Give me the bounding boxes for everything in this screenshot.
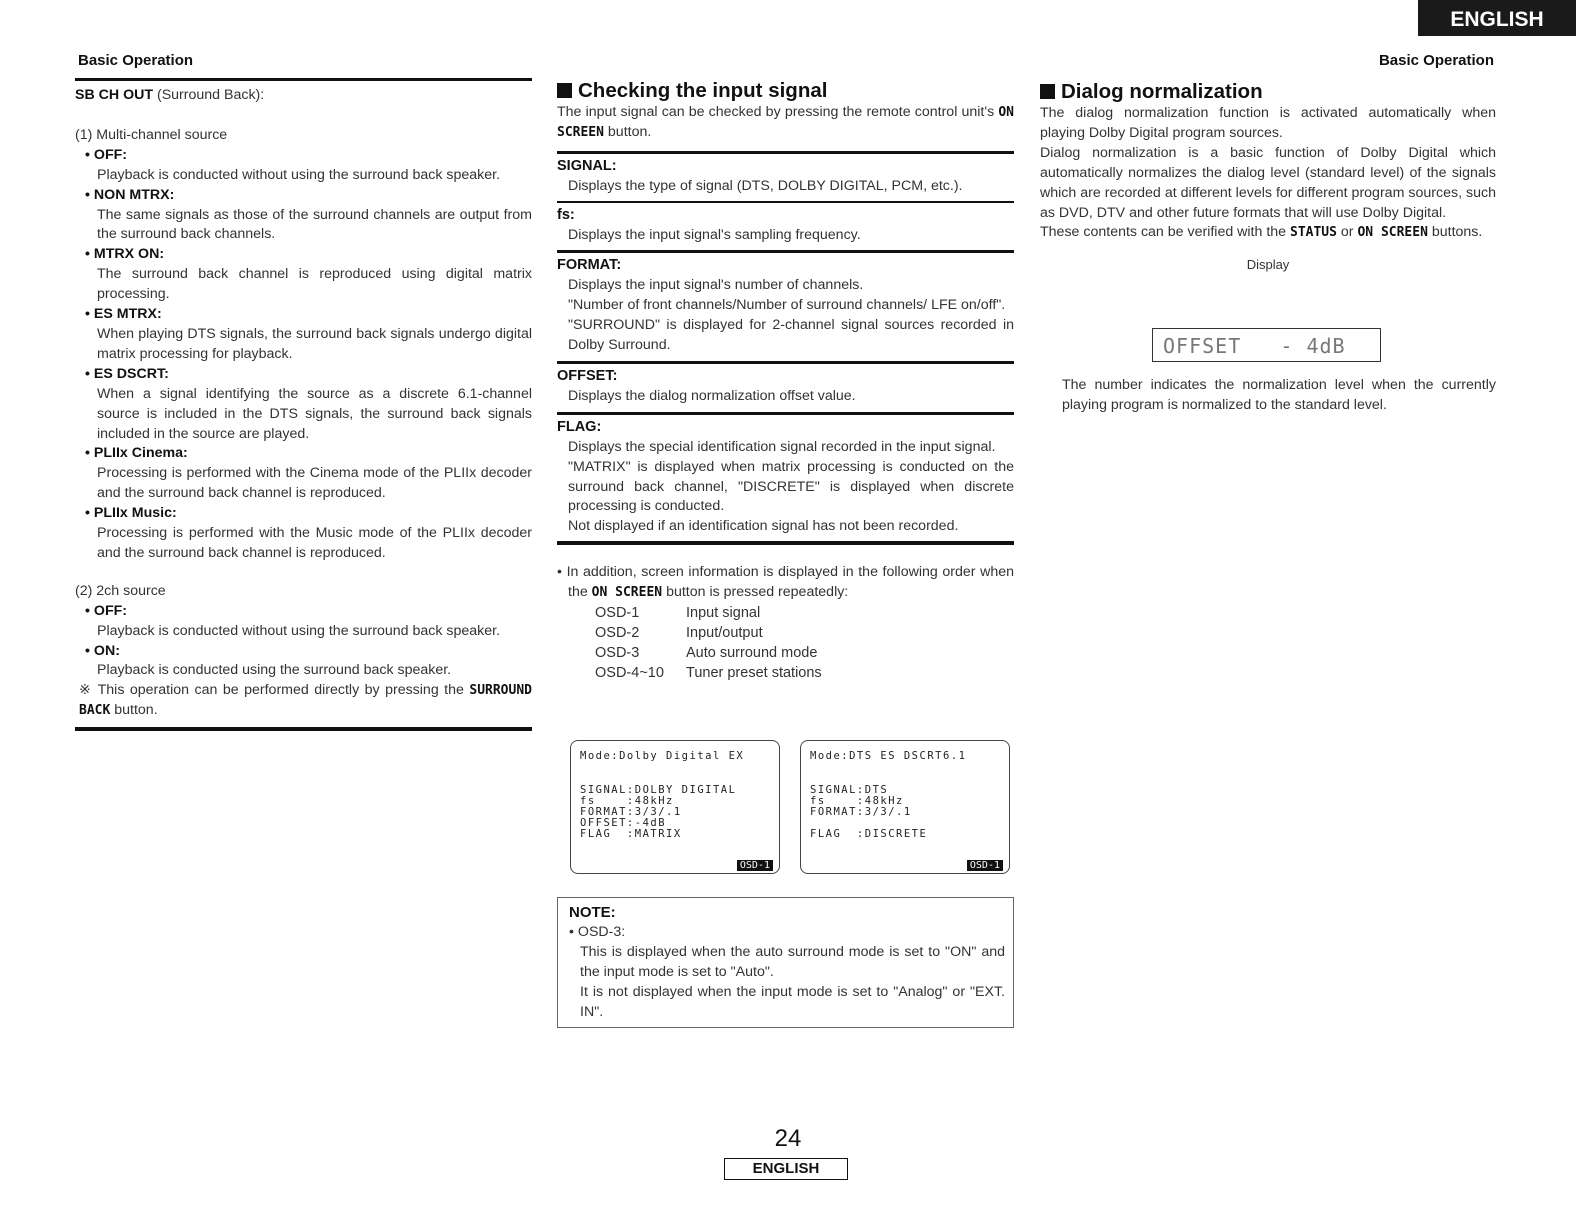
two-ch-items: [75, 602, 532, 682]
field-desc: Not displayed if an identification signal has not been recorded.: [568, 518, 959, 535]
multi-item-label: • OFF:: [85, 146, 128, 163]
osd-desc: Tuner preset stations: [686, 665, 822, 682]
field-name: SIGNAL:: [557, 157, 617, 174]
osd-signal: SIGNAL:DTS: [810, 784, 889, 796]
field-rule: [557, 201, 1014, 203]
checking-input-title-text: Checking the input signal: [578, 79, 828, 102]
osd-mode: Mode:DTS ES DSCRT6.1: [810, 750, 967, 762]
surround-back-button-label: SURROUND BACK: [79, 683, 532, 719]
multi-item-text: The same signals as those of the surround channels are output from the surround back channels.: [97, 206, 532, 243]
field-desc: "MATRIX" is displayed when matrix processing is conducted on the surround back channel, "DISCRETE" is displayed when discrete processing is conducted.: [568, 458, 1014, 515]
osd-desc: Auto surround mode: [686, 645, 818, 662]
status-button-label: STATUS: [1290, 225, 1337, 241]
osd-flag: FLAG :MATRIX: [580, 828, 682, 840]
osd-screen-dolby: [570, 740, 780, 874]
osd-desc: Input/output: [686, 625, 763, 642]
multi-item-label: • NON MTRX:: [85, 186, 175, 203]
multi-item-label: • ES MTRX:: [85, 306, 162, 323]
osd-format: FORMAT:3/3/.1: [810, 806, 912, 818]
osd-list-row: [595, 603, 822, 623]
note-content: [569, 903, 1005, 1022]
multi-item-text: When a signal identifying the source as a discrete 6.1-channel source is included in the DTS signals, the surround back signals included in the source are played.: [97, 385, 532, 442]
multi-item-text: Processing is performed with the Cinema mode of the PLIIx decoder and the surround back channel is reproduced.: [97, 465, 532, 502]
footer-language: ENGLISH: [724, 1158, 848, 1180]
field-fs: [557, 206, 1014, 246]
addition-suffix: button is pressed repeatedly:: [662, 584, 849, 601]
osd-desc: Input signal: [686, 605, 761, 622]
multi-item-label: • PLIIx Music:: [85, 505, 177, 522]
two-ch-item-text: Playback is conducted without using the surround back speaker.: [97, 622, 501, 639]
field-desc: Displays the dialog normalization offset value.: [568, 387, 856, 404]
display-label: Display: [1246, 257, 1290, 273]
note-title: NOTE:: [569, 904, 616, 921]
osd-list: [595, 603, 822, 683]
field-rule: [557, 541, 1014, 545]
intro-suffix: button.: [603, 123, 652, 140]
note-suffix: button.: [110, 702, 158, 719]
osd-page-tag: OSD-1: [967, 860, 1003, 871]
note-line: It is not displayed when the input mode is set to "Analog" or "EXT. IN".: [580, 983, 1005, 1020]
osd-fs: fs :48kHz: [580, 795, 674, 807]
section-square-icon: [1040, 84, 1055, 99]
field-signal: [557, 157, 1014, 197]
osd-code: OSD-1: [595, 605, 640, 622]
field-name: OFFSET:: [557, 367, 618, 384]
p3-text: These contents can be verified with the: [1040, 224, 1290, 241]
osd-code: OSD-4~10: [595, 665, 664, 682]
field-desc: Displays the input signal's sampling frequency.: [568, 226, 861, 243]
multi-item-text: The surround back channel is reproduced using digital matrix processing.: [97, 266, 532, 303]
note-box: [557, 897, 1014, 1028]
field-desc: "Number of front channels/Number of surround channels/ LFE on/off".: [568, 297, 1006, 314]
checking-intro: [557, 103, 1014, 143]
multi-item-label: • PLIIx Cinema:: [85, 445, 188, 462]
field-rule: [557, 412, 1014, 415]
multi-item-text: Processing is performed with the Music mode of the PLIIx decoder and the surround back channel is reproduced.: [97, 525, 532, 561]
dialog-norm-title-text: Dialog normalization: [1061, 80, 1263, 103]
lcd-display: OFFSET - 4dB: [1152, 328, 1381, 362]
p3-suffix: buttons.: [1427, 224, 1483, 241]
field-desc: Displays the special identification signal recorded in the input signal.: [568, 438, 996, 455]
on-screen-button-label: ON SCREEN: [591, 585, 663, 601]
osd-list-row: [595, 663, 822, 683]
multi-item-label: • MTRX ON:: [85, 246, 165, 263]
right-column: [1040, 80, 1496, 275]
page-number: 24: [774, 1125, 802, 1152]
addition-paragraph: [557, 563, 1014, 603]
two-ch-heading: (2) 2ch source: [75, 582, 166, 599]
language-tab: ENGLISH: [1418, 0, 1576, 36]
left-column: [75, 78, 532, 731]
middle-column: [557, 79, 1014, 683]
left-bottom-rule: [75, 727, 532, 731]
osd-offset: OFFSET:-4dB: [580, 817, 667, 829]
osd-list-row: [595, 643, 822, 663]
osd-format: FORMAT:3/3/.1: [580, 806, 682, 818]
on-screen-button-label: ON SCREEN: [557, 105, 1014, 140]
multi-items: [75, 146, 532, 564]
sb-title: SB CH OUT: [75, 87, 154, 103]
section-square-icon: [557, 83, 572, 98]
osd-list-row: [595, 623, 822, 643]
note-line: This is displayed when the auto surround mode is set to "ON" and the input mode is set to "Auto".: [580, 943, 1005, 980]
two-ch-item-text: Playback is conducted using the surround back speaker.: [97, 662, 452, 679]
two-ch-item-label: • ON:: [85, 642, 120, 659]
osd-fs: fs :48kHz: [810, 795, 904, 807]
osd-code: OSD-3: [595, 645, 640, 662]
two-ch-item-label: • OFF:: [85, 602, 128, 619]
field-rule: [557, 250, 1014, 253]
p3-mid: or: [1336, 224, 1358, 241]
note-item: • OSD-3:: [569, 923, 626, 940]
left-header: Basic Operation: [78, 52, 194, 69]
note-text: ※ This operation can be performed directly by pressing the: [79, 682, 470, 699]
checking-input-title: [557, 79, 1014, 103]
dialog-norm-title: [1040, 80, 1496, 104]
right-header: Basic Operation: [1378, 52, 1494, 69]
field-desc: "SURROUND" is displayed for 2-channel signal sources recorded in Dolby Surround.: [568, 317, 1014, 354]
field-desc: Displays the input signal's number of channels.: [568, 277, 864, 294]
addition-text: • In addition, screen information is displayed in the following order when the: [557, 564, 1014, 601]
multi-item-text: When playing DTS signals, the surround back signals undergo digital matrix processing for playback.: [97, 325, 532, 362]
osd-code: OSD-2: [595, 625, 640, 642]
osd-flag: FLAG :DISCRETE: [810, 828, 928, 840]
osd-page-tag: OSD-1: [737, 860, 773, 871]
field-rule: [557, 151, 1014, 154]
field-flag: [557, 418, 1014, 537]
on-screen-button-label: ON SCREEN: [1357, 225, 1428, 241]
osd-screen-dts: [800, 740, 1010, 874]
field-name: fs:: [557, 206, 575, 223]
dialog-p1: The dialog normalization function is activated automatically when playing Dolby Digital program sources.: [1040, 105, 1496, 141]
field-desc: Displays the type of signal (DTS, DOLBY DIGITAL, PCM, etc.).: [568, 177, 963, 194]
field-format: [557, 256, 1014, 356]
multi-source-heading: (1) Multi-channel source: [75, 126, 228, 143]
osd-signal: SIGNAL:DOLBY DIGITAL: [580, 784, 737, 796]
dialog-p2: Dialog normalization is a basic function of Dolby Digital which automatically normalizes the dialog level (standard level) of the signals which are recorded at different levels for different program sources, such as DVD, DTV and other future formats that will use Dolby Digital.: [1040, 144, 1496, 221]
field-name: FLAG:: [557, 418, 602, 435]
intro-text: The input signal can be checked by pressing the remote control unit's: [557, 104, 999, 120]
field-rule: [557, 361, 1014, 364]
osd-mode: Mode:Dolby Digital EX: [580, 750, 745, 762]
field-name: FORMAT:: [557, 257, 622, 274]
multi-item-text: Playback is conducted without using the surround back speaker.: [97, 166, 501, 183]
multi-item-label: • ES DSCRT:: [85, 365, 169, 382]
dialog-p3: [1040, 223, 1496, 243]
display-caption: The number indicates the normalization level when the currently playing program is normalized to the standard level.: [1062, 377, 1496, 413]
sb-subtitle: (Surround Back):: [153, 87, 265, 103]
field-offset: [557, 367, 1014, 407]
surround-back-note: [75, 681, 532, 721]
sb-heading: [75, 78, 532, 106]
